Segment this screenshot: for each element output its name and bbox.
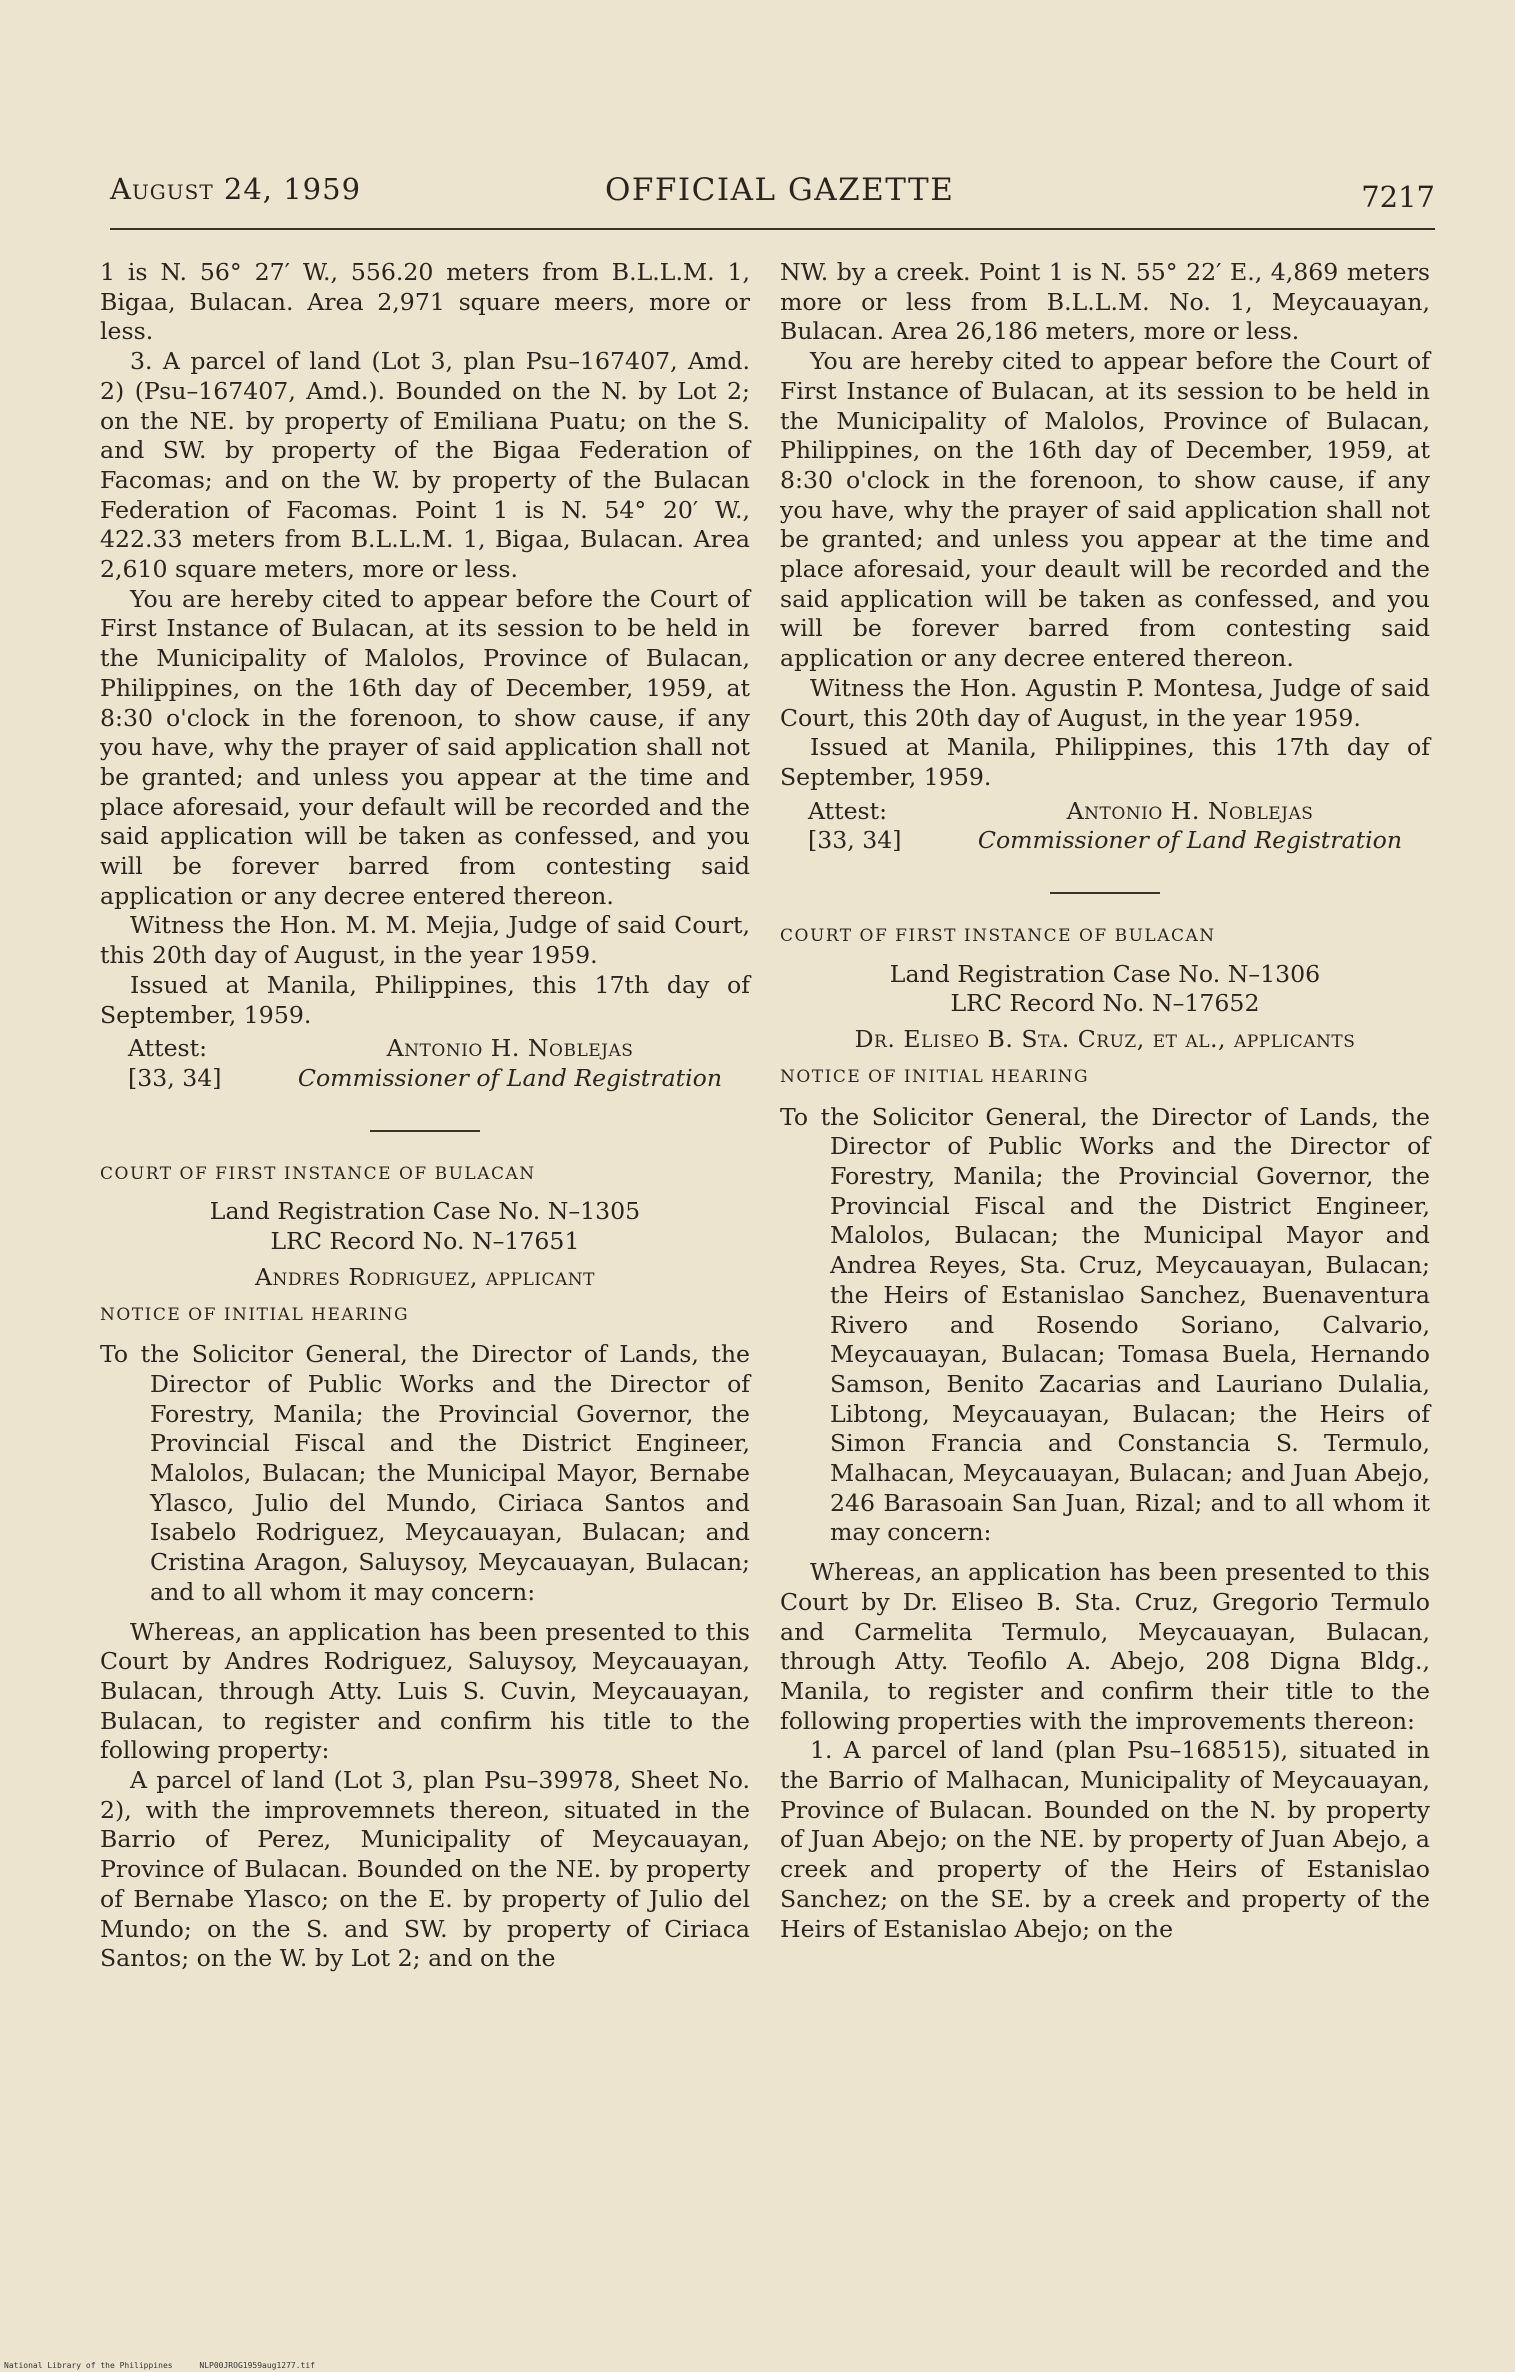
header-rule: [110, 228, 1435, 230]
court-heading: COURT OF FIRST INSTANCE OF BULACAN: [100, 1163, 536, 1184]
section-divider: [1050, 892, 1160, 894]
paragraph: NW. by a creek. Point 1 is N. 55° 22′ E., 4,869 meters more or less from B.L.L.M. No. 1, Meycauayan, Bulacan. Area 26,186 meters, more or less.: [780, 258, 1430, 346]
reference-number: [33, 34]: [128, 1063, 222, 1092]
paragraph: You are hereby cited to appear before the Court of First Instance of Bulacan, at its session to be held in the Municipality of Malolos, Province of Bulacan, Philippines, on the 16th day of December, 1959, at 8:30 o'clock in the forenoon, to show cause, if any you have, why the prayer of said application shall not be granted; and unless you appear at the time and place aforesaid, your deault will be recorded and the said application will be taken as confessed, and you will be forever barred from contesting said application or any decree entered thereon.: [780, 347, 1430, 673]
paragraph: 1 is N. 56° 27′ W., 556.20 meters from B.L.L.M. 1, Bigaa, Bulacan. Area 2,971 square meers, more or less.: [100, 258, 750, 346]
attest-title: Commissioner of Land Registration: [977, 826, 1403, 855]
paragraph: 3. A parcel of land (Lot 3, plan Psu–167407, Amd. 2) (Psu–167407, Amd.). Bounded on the N. by Lot 2; on the NE. by property of Emiliana Puatu; on the S. and SW. by property of the Bigaa Federation of Facomas; and on the W. by property of the Bulacan Federation of Facomas. Point 1 is N. 54° 20′ W., 422.33 meters from B.L.L.M. 1, Bigaa, Bulacan. Area 2,610 square meters, more or less.: [100, 347, 750, 584]
court-heading: COURT OF FIRST INSTANCE OF BULACAN: [780, 926, 1216, 947]
paragraph: 1. A parcel of land (plan Psu–168515), situated in the Barrio of Malhacan, Municipality of Meycauayan, Province of Bulacan. Bounded on the N. by property of Juan Abejo; on the NE. by property of Juan Abejo, a creek and property of the Heirs of Estanislao Sanchez; on the SE. by a creek and property of the Heirs of Estanislao Abejo; on the: [780, 1736, 1430, 1943]
paragraph: You are hereby cited to appear before the Court of First Instance of Bulacan, at its session to be held in the Municipality of Malolos, Province of Bulacan, Philippines, on the 16th day of December, 1959, at 8:30 o'clock in the forenoon, to show cause, if any you have, why the prayer of said application shall not be granted; and unless you appear at the time and place aforesaid, your default will be recorded and the said application will be taken as confessed, and you will be forever barred from contesting said application or any decree entered thereon.: [100, 584, 750, 910]
case-number: Land Registration Case No. N–1306: [889, 959, 1321, 988]
attest-name: Antonio H. Noblejas: [386, 1034, 634, 1063]
applicant: Dr. Eliseo B. Sta. Cruz, et al., applicants: [854, 1025, 1356, 1054]
issue-date: August 24, 1959: [110, 172, 362, 206]
notice-heading: NOTICE OF INITIAL HEARING: [780, 1066, 1090, 1087]
record-number: LRC Record No. N–17652: [950, 989, 1260, 1018]
scan-footer: [4, 2361, 337, 2370]
applicant: Andres Rodriguez, applicant: [254, 1262, 596, 1291]
case-number: Land Registration Case No. N–1305: [209, 1197, 641, 1226]
attest-line: [780, 797, 1430, 827]
attest-label: Attest:: [128, 1034, 208, 1063]
left-column: [100, 258, 750, 1974]
paragraph: Witness the Hon. M. M. Mejia, Judge of said Court, this 20th day of August, in the year 1959.: [100, 911, 750, 970]
right-column: [780, 258, 1430, 1944]
paragraph: Whereas, an application has been presented to this Court by Dr. Eliseo B. Sta. Cruz, Gregorio Termulo and Carmelita Termulo, Meycauayan, Bulacan, through Atty. Teofilo A. Abejo, 208 Digna Bldg., Manila, to register and confirm their title to the following properties with the improvements thereon:: [780, 1558, 1430, 1735]
addressees: To the Solicitor General, the Director of Lands, the Director of Public Works and the Director of Forestry, Manila; the Provincial Governor, the Provincial Fiscal and the District Engineer, Malolos, Bulacan; the Municipal Mayor, Bernabe Ylasco, Julio del Mundo, Ciriaca Santos and Isabelo Rodriguez, Meycauayan, Bulacan; and Cristina Aragon, Saluysoy, Meycauayan, Bulacan; and to all whom it may concern:: [100, 1340, 750, 1606]
file-name: NLP00JROG1959aug1277.tif: [199, 2361, 315, 2370]
attest-title: Commissioner of Land Registration: [297, 1063, 723, 1092]
page-number: 7217: [1361, 180, 1435, 214]
attest-title-line: [100, 1064, 750, 1094]
attest-label: Attest:: [808, 796, 888, 825]
paragraph: Witness the Hon. Agustin P. Montesa, Judge of said Court, this 20th day of August, in the year 1959.: [780, 673, 1430, 732]
attest-title-line: [780, 826, 1430, 856]
record-number: LRC Record No. N–17651: [270, 1227, 580, 1256]
paragraph: Issued at Manila, Philippines, this 17th day of September, 1959.: [100, 970, 750, 1029]
notice-heading: NOTICE OF INITIAL HEARING: [100, 1304, 410, 1325]
attest-line: [100, 1034, 750, 1064]
paragraph: Whereas, an application has been presented to this Court by Andres Rodriguez, Saluysoy, Meycauayan, Bulacan, through Atty. Luis S. Cuvin, Meycauayan, Bulacan, to register and confirm his title to the following property:: [100, 1617, 750, 1765]
library-credit: National Library of the Philippines: [4, 2361, 173, 2370]
page-header: [110, 172, 1435, 222]
addressees: To the Solicitor General, the Director of Lands, the Director of Public Works and the Director of Forestry, Manila; the Provincial Governor, the Provincial Fiscal and the District Engineer, Malolos, Bulacan; the Municipal Mayor and Andrea Reyes, Sta. Cruz, Meycauayan, Bulacan; the Heirs of Estanislao Sanchez, Buenaventura Rivero and Rosendo Soriano, Calvario, Meycauayan, Bulacan; Tomasa Buela, Hernando Samson, Benito Zacarias and Lauriano Dulalia, Libtong, Meycauayan, Bulacan; the Heirs of Simon Francia and Constancia S. Termulo, Malhacan, Meycauayan, Bulacan; and Juan Abejo, 246 Barasoain San Juan, Rizal; and to all whom it may concern:: [780, 1102, 1430, 1547]
attest-name: Antonio H. Noblejas: [1066, 796, 1314, 825]
section-divider: [370, 1130, 480, 1132]
paragraph: A parcel of land (Lot 3, plan Psu–39978, Sheet No. 2), with the improvemnets thereon, situated in the Barrio of Perez, Municipality of Meycauayan, Province of Bulacan. Bounded on the NE. by property of Bernabe Ylasco; on the E. by property of Julio del Mundo; on the S. and SW. by property of Ciriaca Santos; on the W. by Lot 2; and on the: [100, 1766, 750, 1973]
reference-number: [33, 34]: [808, 826, 902, 855]
publication-title: OFFICIAL GAZETTE: [605, 172, 955, 208]
paragraph: Issued at Manila, Philippines, this 17th day of September, 1959.: [780, 733, 1430, 791]
